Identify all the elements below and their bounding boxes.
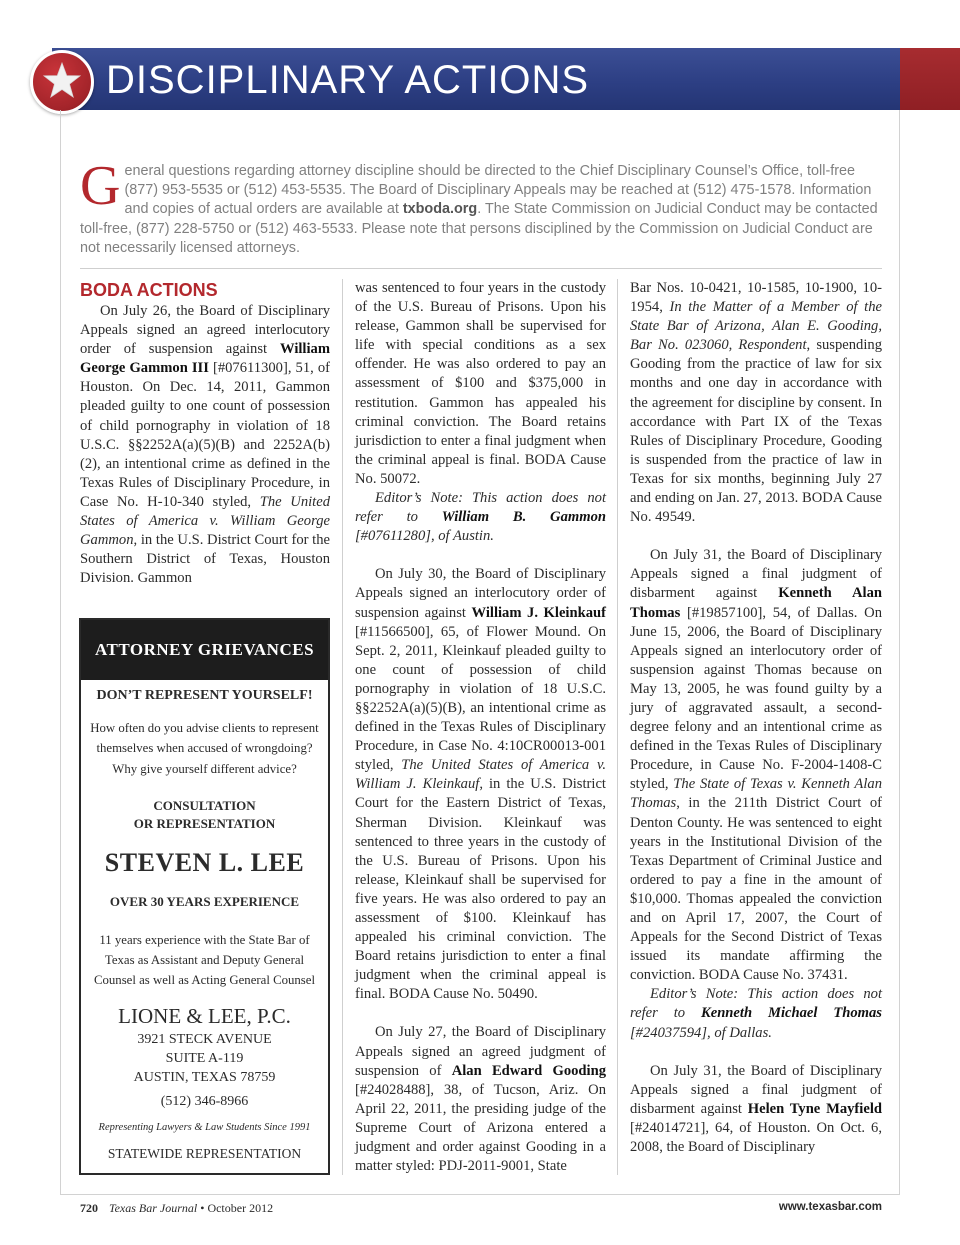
text: [#24037594], of Dallas. (630, 1024, 772, 1041)
text: [#07611300], 51, of Houston. On Dec. 14, 2011, Gammon pleaded guilty to one count of possession of child pornography in violation of 18 U.S.C. §§2252A(a)(5)(B) and 2252A(b)(2), an intentional crime as defined in the Texas Rules of Disciplinary Procedure, in Case No. H-10-340 styled, (80, 360, 331, 510)
journal-name: Texas Bar Journal (109, 1201, 198, 1215)
txboda-link[interactable]: txboda.org (402, 201, 478, 218)
page-footer-left (80, 1201, 273, 1216)
article-gooding-part2 (630, 279, 882, 527)
ad-detail-3: Counsel as well as Acting General Counsel (93, 973, 316, 987)
text: [#07611280], of Austin. (355, 528, 494, 545)
column-divider-1 (342, 279, 343, 1175)
ad-footer: STATEWIDE REPRESENTATION (107, 1146, 302, 1161)
ad-question-2: themselves when accused of wrongdoing? (96, 741, 313, 755)
ad-question-1: How often do you advise clients to represent (90, 721, 319, 735)
text: [#19857100], 54, of Dallas. On June 15, 2006, the Board of Disciplinary Appeals signed an interlocutory order of suspension against Thomas because on May 13, 2005, he was found guilty by a jury of aggravated assault, a second-degree felony and an intentional crime as defined in the Texas Rules of Disciplinary Procedure, in Cause No. F-2004-1408-C styled, (630, 604, 882, 793)
case-style: The State of Texas v. Kenneth Alan Thomas (630, 776, 882, 812)
ad-firm-name: LIONE & LEE, P.C. (118, 1004, 291, 1028)
case-style: The United States of America v. William J. Kleinkauf (355, 757, 606, 793)
text: On July 26, the Board of Disciplinary Appeals signed an agreed interlocutory order of suspension against (80, 303, 330, 358)
article-kleinkauf (355, 565, 606, 1004)
intro-divider (80, 268, 882, 269)
intro-paragraph (80, 155, 882, 258)
text: On July 27, the Board of Disciplinary Appeals signed an agreed judgment of suspension of (355, 1024, 606, 1079)
text: [#11566500], 65, of Flower Mound. On Sept. 2, 2011, Kleinkauf pleaded guilty to one count of possession of child pornography in violation of 18 U.S.C. §§2252A(a)(5)(B), an intentional crime as defined in the Texas Rules of Disciplinary Procedure, in Case No. 4:10CR00013-001 styled, (355, 623, 606, 774)
text: [#24028488], 38, of Tucson, Ariz. On April 22, 2011, the presiding judge of the Supreme Court of Arizona entered a judgment and order against Gooding in a matter styled: PDJ-2011-9001, State (355, 1081, 606, 1175)
intro-text-after: . The State Commission on Judicial Conduct may be contacted toll-free, (877) 228-5750 or (512) 463-5533. Please note that persons disciplined by the Commission on Judicial Conduct are not necessarily licensed attorneys. (80, 201, 878, 256)
text: , in the U.S. District Court for the Southern District of Texas, Houston Division. Gammon (80, 532, 330, 587)
attorney-name: Helen Tyne Mayfield (747, 1100, 882, 1117)
frame-bottom-rule (60, 1194, 900, 1195)
frame-right-rule (899, 110, 900, 1195)
ad-address-1: 3921 STECK AVENUE (137, 1032, 272, 1047)
column-3 (630, 279, 882, 1157)
attorney-name: William George Gammon III (80, 341, 330, 377)
page-title: DISCIPLINARY ACTIONS (106, 58, 590, 102)
ad-representation: OR REPRESENTATION (133, 816, 276, 831)
text: Editor’s Note: This action does not refer to (630, 986, 882, 1022)
issue-date: October 2012 (207, 1201, 274, 1215)
footer-url[interactable]: www.texasbar.com (778, 1201, 882, 1213)
text: was sentenced to four years in the custody of the U.S. Bureau of Prisons. Upon his release, Gammon shall be supervised for life with special conditions as a sex offender. He was also ordered to pay an assessment of $100 and $375,000 in restitution. Gammon has appealed his criminal conviction. The Board retains jurisdiction to enter a final judgment when the criminal appeal is final. BODA Cause No. 50072. (355, 280, 606, 487)
drop-cap: G (80, 155, 121, 217)
ad-consultation: CONSULTATION (153, 798, 256, 813)
text: Editor’s Note: This action does not refer to (355, 490, 606, 526)
page-number: 720 (80, 1201, 98, 1215)
article-gammon-part2 (355, 279, 606, 489)
ad-address-2: SUITE A-119 (165, 1051, 244, 1066)
article-mayfield (630, 1062, 882, 1157)
banner-red-block (900, 48, 960, 110)
article-gooding-part1 (355, 1023, 606, 1176)
ad-attorney-name: STEVEN L. LEE (104, 848, 305, 877)
ad-subhead: DON’T REPRESENT YOURSELF! (96, 688, 313, 703)
text: On July 30, the Board of Disciplinary Appeals signed an interlocutory order of suspension against (355, 566, 606, 621)
attorney-name: William B. Gammon (441, 509, 606, 526)
text: [#24014721], 64, of Houston. On Oct. 6, 2008, the Board of Disciplinary (630, 1119, 882, 1156)
ad-phone: (512) 346-8966 (160, 1094, 249, 1109)
ad-address-3: AUSTIN, TEXAS 78759 (133, 1070, 276, 1085)
article-thomas (630, 546, 882, 985)
case-style: The United States of America v. William George Gammon (80, 493, 330, 549)
case-style: In the Matter of a Member of the State Bar of Arizona, Alan E. Gooding, Bar No. 023060, Respondent (630, 299, 883, 354)
text: On July 31, the Board of Disciplinary Appeals signed a final judgment of disbarment against (630, 1062, 882, 1117)
ad-tagline: Representing Lawyers & Law Students Since 1991 (98, 1122, 311, 1133)
attorney-grievances-ad (79, 618, 330, 1175)
column-2 (355, 279, 606, 1176)
frame-left-rule (60, 110, 61, 1195)
footer-separator: • (200, 1201, 205, 1215)
ad-heading: ATTORNEY GRIEVANCES (81, 620, 328, 680)
attorney-name: Alan Edward Gooding (451, 1062, 606, 1079)
column-divider-2 (617, 279, 618, 1175)
attorney-name: Kenneth Michael Thomas (700, 1005, 882, 1022)
ad-question-3: Why give yourself different advice? (112, 762, 297, 776)
text: , in the 211th District Court of Denton County. He was sentenced to eight years in the Institutional Division of the Texas Department of Criminal Justice and ordered to pay a fine in the amount of $10,000. Thomas appealed the conviction and on April 17, 2007, the Court of Appeals for the Second District of Texas issued its mandate affirming the conviction. BODA Cause No. 37431. (630, 795, 882, 984)
text: , in the U.S. District Court for the Eastern District of Texas, Sherman Division. Kleinkauf was sentenced to three years in the custody of the U.S. Bureau of Prisons. Upon his release, Kleinkauf shall be supervised for five years. He was also ordered to pay an assessment of $100. Kleinkauf has appealed his criminal conviction. The Board retains jurisdiction to enter a final judgment when the criminal appeal is final. BODA Cause No. 50490. (355, 776, 606, 1003)
editors-note-gammon (355, 489, 606, 546)
star-badge (30, 50, 94, 114)
text: On July 31, the Board of Disciplinary Appeals signed a final judgment of disbarment against (630, 547, 882, 602)
attorney-name: William J. Kleinkauf (471, 604, 606, 621)
ad-experience: OVER 30 YEARS EXPERIENCE (109, 894, 300, 909)
ad-detail-1: 11 years experience with the State Bar of (99, 933, 310, 947)
editors-note-thomas (630, 985, 882, 1042)
attorney-name: Kenneth Alan Thomas (630, 585, 882, 621)
article-gammon-part1 (80, 302, 330, 588)
text: , suspending Gooding from the practice of law for six months and one day in accordance with the agreement for discipline by consent. In accordance with Part IX of the Texas Rules of Disciplinary Procedure, Gooding is suspended from the practice of law in Texas for six months, beginning July 27 and ending on Jan. 27, 2013. BODA Cause No. 49549. (630, 337, 882, 526)
section-heading: BODA ACTIONS (80, 280, 218, 300)
ad-detail-2: Texas as Assistant and Deputy General (104, 953, 305, 967)
star-icon (42, 61, 82, 101)
text: Bar Nos. 10-0421, 10-1585, 10-1900, 10-1954, (630, 280, 882, 316)
intro-text-before: eneral questions regarding attorney discipline should be directed to the Chief Disciplinary Counsel’s Office, toll-free (877) 953-5535 or (512) 453-5535. The Board of Disciplinary Appeals may be reached at (512) 475-1578. Information and copies of actual orders are available at (124, 163, 872, 218)
column-1 (80, 302, 330, 588)
